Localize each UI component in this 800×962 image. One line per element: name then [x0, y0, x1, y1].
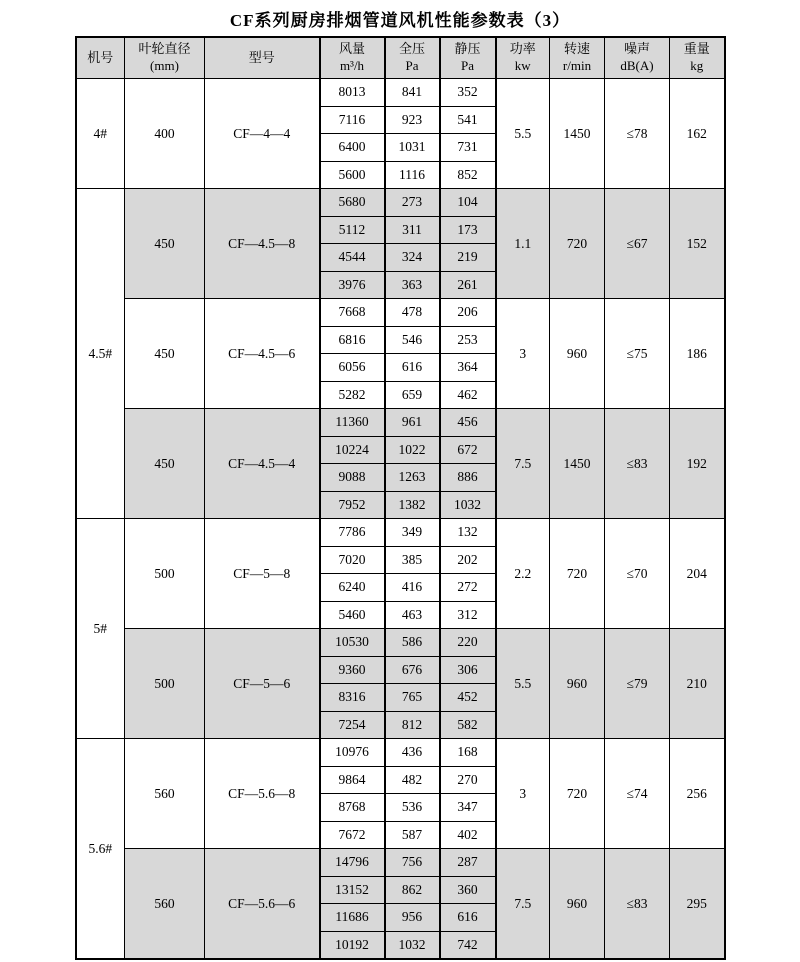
performance-table [75, 36, 726, 960]
total-pressure-cell: 676 [385, 656, 440, 684]
header-unit: Pa [461, 58, 474, 73]
total-pressure-cell: 436 [385, 739, 440, 767]
total-pressure-cell: 478 [385, 299, 440, 327]
static-pressure-cell: 360 [440, 876, 496, 904]
airflow-cell: 10530 [320, 629, 385, 657]
header-label: 功率 [509, 41, 536, 57]
col-header-diameter [125, 37, 205, 79]
static-pressure-cell: 104 [440, 189, 496, 217]
power-cell: 3 [496, 299, 550, 409]
weight-cell: 204 [670, 519, 725, 629]
airflow-cell: 11360 [320, 409, 385, 437]
total-pressure-cell: 324 [385, 244, 440, 272]
table-row [76, 739, 725, 767]
weight-cell: 152 [670, 189, 725, 299]
header-unit: (mm) [150, 58, 179, 73]
power-cell: 7.5 [496, 849, 550, 960]
model-cell: CF—5.6—6 [205, 849, 320, 960]
machine-no-cell: 4.5# [76, 189, 125, 519]
static-pressure-cell: 253 [440, 326, 496, 354]
total-pressure-cell: 273 [385, 189, 440, 217]
noise-cell: ≤83 [605, 849, 670, 960]
noise-cell: ≤74 [605, 739, 670, 849]
col-header-machine-no [76, 37, 125, 79]
total-pressure-cell: 1116 [385, 161, 440, 189]
airflow-cell: 8013 [320, 79, 385, 107]
header-unit: kw [514, 58, 531, 73]
static-pressure-cell: 306 [440, 656, 496, 684]
static-pressure-cell: 272 [440, 574, 496, 602]
noise-cell: ≤83 [605, 409, 670, 519]
static-pressure-cell: 261 [440, 271, 496, 299]
total-pressure-cell: 1022 [385, 436, 440, 464]
diameter-cell: 560 [125, 849, 205, 960]
speed-cell: 720 [550, 189, 605, 299]
model-cell: CF—5—8 [205, 519, 320, 629]
static-pressure-cell: 541 [440, 106, 496, 134]
static-pressure-cell: 173 [440, 216, 496, 244]
col-header-airflow [320, 37, 385, 79]
airflow-cell: 4544 [320, 244, 385, 272]
static-pressure-cell: 364 [440, 354, 496, 382]
header-label: 型号 [248, 49, 275, 65]
airflow-cell: 7254 [320, 711, 385, 739]
model-cell: CF—5—6 [205, 629, 320, 739]
static-pressure-cell: 270 [440, 766, 496, 794]
static-pressure-cell: 456 [440, 409, 496, 437]
col-header-model [205, 37, 320, 79]
header-label: 风量 [338, 41, 365, 57]
static-pressure-cell: 206 [440, 299, 496, 327]
header-unit: kg [690, 58, 704, 73]
static-pressure-cell: 886 [440, 464, 496, 492]
header-label: 转速 [563, 41, 590, 57]
total-pressure-cell: 349 [385, 519, 440, 547]
airflow-cell: 9864 [320, 766, 385, 794]
table-row [76, 519, 725, 547]
power-cell: 2.2 [496, 519, 550, 629]
page-title: CF系列厨房排烟管道风机性能参数表（3） [229, 11, 571, 30]
total-pressure-cell: 841 [385, 79, 440, 107]
static-pressure-cell: 452 [440, 684, 496, 712]
power-cell: 5.5 [496, 629, 550, 739]
header-label: 重量 [683, 41, 710, 57]
diameter-cell: 500 [125, 629, 205, 739]
header-unit: r/min [562, 58, 592, 73]
noise-cell: ≤67 [605, 189, 670, 299]
airflow-cell: 10192 [320, 931, 385, 959]
airflow-cell: 7020 [320, 546, 385, 574]
airflow-cell: 7672 [320, 821, 385, 849]
total-pressure-cell: 546 [385, 326, 440, 354]
airflow-cell: 10976 [320, 739, 385, 767]
total-pressure-cell: 756 [385, 849, 440, 877]
static-pressure-cell: 202 [440, 546, 496, 574]
total-pressure-cell: 482 [385, 766, 440, 794]
header-unit: Pa [405, 58, 419, 73]
airflow-cell: 8768 [320, 794, 385, 822]
total-pressure-cell: 311 [385, 216, 440, 244]
static-pressure-cell: 1032 [440, 491, 496, 519]
total-pressure-cell: 587 [385, 821, 440, 849]
static-pressure-cell: 287 [440, 849, 496, 877]
static-pressure-cell: 352 [440, 79, 496, 107]
diameter-cell: 450 [125, 409, 205, 519]
power-cell: 1.1 [496, 189, 550, 299]
header-unit: m³/h [339, 58, 365, 73]
speed-cell: 960 [550, 299, 605, 409]
col-header-weight [670, 37, 725, 79]
airflow-cell: 6816 [320, 326, 385, 354]
total-pressure-cell: 616 [385, 354, 440, 382]
header-label: 全压 [398, 41, 425, 57]
airflow-cell: 7668 [320, 299, 385, 327]
static-pressure-cell: 616 [440, 904, 496, 932]
noise-cell: ≤78 [605, 79, 670, 189]
total-pressure-cell: 659 [385, 381, 440, 409]
power-cell: 3 [496, 739, 550, 849]
airflow-cell: 7952 [320, 491, 385, 519]
total-pressure-cell: 961 [385, 409, 440, 437]
table-row [76, 849, 725, 877]
model-cell: CF—4—4 [205, 79, 320, 189]
weight-cell: 256 [670, 739, 725, 849]
header-label: 叶轮直径 [138, 41, 191, 57]
table-row [76, 409, 725, 437]
weight-cell: 210 [670, 629, 725, 739]
airflow-cell: 9360 [320, 656, 385, 684]
total-pressure-cell: 862 [385, 876, 440, 904]
airflow-cell: 11686 [320, 904, 385, 932]
static-pressure-cell: 219 [440, 244, 496, 272]
static-pressure-cell: 168 [440, 739, 496, 767]
static-pressure-cell: 852 [440, 161, 496, 189]
speed-cell: 1450 [550, 79, 605, 189]
airflow-cell: 6400 [320, 134, 385, 162]
total-pressure-cell: 956 [385, 904, 440, 932]
total-pressure-cell: 765 [385, 684, 440, 712]
airflow-cell: 5600 [320, 161, 385, 189]
static-pressure-cell: 312 [440, 601, 496, 629]
static-pressure-cell: 582 [440, 711, 496, 739]
table-row [76, 299, 725, 327]
total-pressure-cell: 1031 [385, 134, 440, 162]
diameter-cell: 450 [125, 299, 205, 409]
airflow-cell: 7786 [320, 519, 385, 547]
airflow-cell: 5112 [320, 216, 385, 244]
total-pressure-cell: 1382 [385, 491, 440, 519]
power-cell: 7.5 [496, 409, 550, 519]
static-pressure-cell: 347 [440, 794, 496, 822]
noise-cell: ≤75 [605, 299, 670, 409]
machine-no-cell: 5.6# [76, 739, 125, 960]
airflow-cell: 3976 [320, 271, 385, 299]
model-cell: CF—5.6—8 [205, 739, 320, 849]
total-pressure-cell: 1263 [385, 464, 440, 492]
total-pressure-cell: 1032 [385, 931, 440, 959]
col-header-static-pressure [440, 37, 496, 79]
col-header-speed [550, 37, 605, 79]
model-cell: CF—4.5—4 [205, 409, 320, 519]
airflow-cell: 9088 [320, 464, 385, 492]
model-cell: CF—4.5—6 [205, 299, 320, 409]
airflow-cell: 7116 [320, 106, 385, 134]
header-row [76, 37, 725, 79]
static-pressure-cell: 220 [440, 629, 496, 657]
model-cell: CF—4.5—8 [205, 189, 320, 299]
col-header-noise [605, 37, 670, 79]
weight-cell: 295 [670, 849, 725, 960]
speed-cell: 960 [550, 849, 605, 960]
table-row [76, 629, 725, 657]
airflow-cell: 5680 [320, 189, 385, 217]
col-header-total-pressure [385, 37, 440, 79]
speed-cell: 960 [550, 629, 605, 739]
static-pressure-cell: 132 [440, 519, 496, 547]
airflow-cell: 14796 [320, 849, 385, 877]
airflow-cell: 6056 [320, 354, 385, 382]
table-row [76, 79, 725, 107]
machine-no-cell: 4# [76, 79, 125, 189]
diameter-cell: 400 [125, 79, 205, 189]
header-label: 机号 [87, 49, 114, 65]
static-pressure-cell: 672 [440, 436, 496, 464]
total-pressure-cell: 363 [385, 271, 440, 299]
weight-cell: 162 [670, 79, 725, 189]
airflow-cell: 10224 [320, 436, 385, 464]
airflow-cell: 13152 [320, 876, 385, 904]
total-pressure-cell: 463 [385, 601, 440, 629]
total-pressure-cell: 586 [385, 629, 440, 657]
airflow-cell: 8316 [320, 684, 385, 712]
total-pressure-cell: 923 [385, 106, 440, 134]
weight-cell: 186 [670, 299, 725, 409]
noise-cell: ≤79 [605, 629, 670, 739]
static-pressure-cell: 462 [440, 381, 496, 409]
airflow-cell: 6240 [320, 574, 385, 602]
airflow-cell: 5460 [320, 601, 385, 629]
col-header-power [496, 37, 550, 79]
header-label: 噪声 [623, 41, 650, 57]
machine-no-cell: 5# [76, 519, 125, 739]
diameter-cell: 500 [125, 519, 205, 629]
diameter-cell: 560 [125, 739, 205, 849]
header-unit: dB(A) [620, 58, 654, 73]
total-pressure-cell: 536 [385, 794, 440, 822]
header-label: 静压 [454, 41, 481, 57]
diameter-cell: 450 [125, 189, 205, 299]
total-pressure-cell: 812 [385, 711, 440, 739]
noise-cell: ≤70 [605, 519, 670, 629]
airflow-cell: 5282 [320, 381, 385, 409]
speed-cell: 720 [550, 739, 605, 849]
speed-cell: 1450 [550, 409, 605, 519]
static-pressure-cell: 742 [440, 931, 496, 959]
weight-cell: 192 [670, 409, 725, 519]
static-pressure-cell: 731 [440, 134, 496, 162]
table-row [76, 189, 725, 217]
total-pressure-cell: 385 [385, 546, 440, 574]
static-pressure-cell: 402 [440, 821, 496, 849]
power-cell: 5.5 [496, 79, 550, 189]
speed-cell: 720 [550, 519, 605, 629]
total-pressure-cell: 416 [385, 574, 440, 602]
